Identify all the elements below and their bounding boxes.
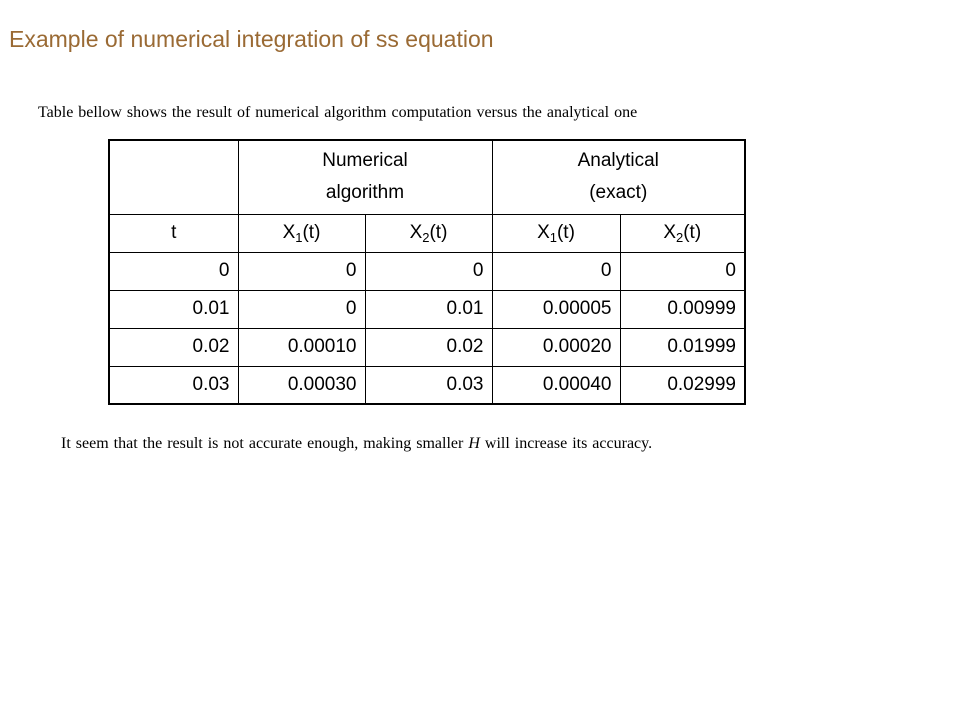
num-x2-cell: 0.02 <box>365 328 492 366</box>
exact-x1-cell: 0.00020 <box>492 328 620 366</box>
exact-x2-cell: 0.02999 <box>620 366 745 404</box>
exact-x1-cell: 0.00005 <box>492 290 620 328</box>
group-header-row <box>109 140 745 214</box>
t-cell: 0.02 <box>109 328 238 366</box>
t-header: t <box>109 214 238 252</box>
num-x1-cell: 0.00010 <box>238 328 365 366</box>
exact-x1-header: $X_1(t)$ <box>492 214 620 252</box>
analytical-header-line1: Analytical <box>577 150 659 172</box>
exact-x1-cell: 0 <box>492 252 620 290</box>
table-row <box>109 366 745 404</box>
table-row <box>109 290 745 328</box>
exact-x1-cell: 0.00040 <box>492 366 620 404</box>
num-x2-header: $X_2(t)$ <box>365 214 492 252</box>
exact-x2-header: $X_2(t)$ <box>620 214 745 252</box>
t-cell: 0 <box>109 252 238 290</box>
num-x1-cell: 0 <box>238 290 365 328</box>
results-table <box>108 139 746 405</box>
blank-header-cell <box>109 140 238 214</box>
exact-x2-cell: 0 <box>620 252 745 290</box>
num-x1-cell: 0 <box>238 252 365 290</box>
exact-x2-cell: 0.01999 <box>620 328 745 366</box>
num-x2-cell: 0.03 <box>365 366 492 404</box>
note-text-end: will increase its accuracy. <box>479 435 653 452</box>
note-variable-h: H <box>468 435 480 452</box>
t-cell: 0.03 <box>109 366 238 404</box>
numerical-header-line1: Numerical <box>322 150 408 172</box>
conclusion-note <box>61 435 652 453</box>
variable-header-row <box>109 214 745 252</box>
note-text-start: It seem that the result is not accurate enough, making smaller <box>61 435 469 452</box>
num-x1-cell: 0.00030 <box>238 366 365 404</box>
analytical-exact-header <box>492 140 745 214</box>
num-x1-header: $X_1(t)$ <box>238 214 365 252</box>
numerical-algorithm-header <box>238 140 492 214</box>
t-cell: 0.01 <box>109 290 238 328</box>
analytical-header-line2: (exact) <box>589 182 648 204</box>
table-row <box>109 252 745 290</box>
num-x2-cell: 0 <box>365 252 492 290</box>
num-x2-cell: 0.01 <box>365 290 492 328</box>
intro-text: Table bellow shows the result of numerical algorithm computation versus the analytical one <box>38 104 638 121</box>
table-row <box>109 328 745 366</box>
slide-title: Example of numerical integration of ss equation <box>9 26 494 52</box>
exact-x2-cell: 0.00999 <box>620 290 745 328</box>
numerical-header-line2: algorithm <box>325 182 405 204</box>
